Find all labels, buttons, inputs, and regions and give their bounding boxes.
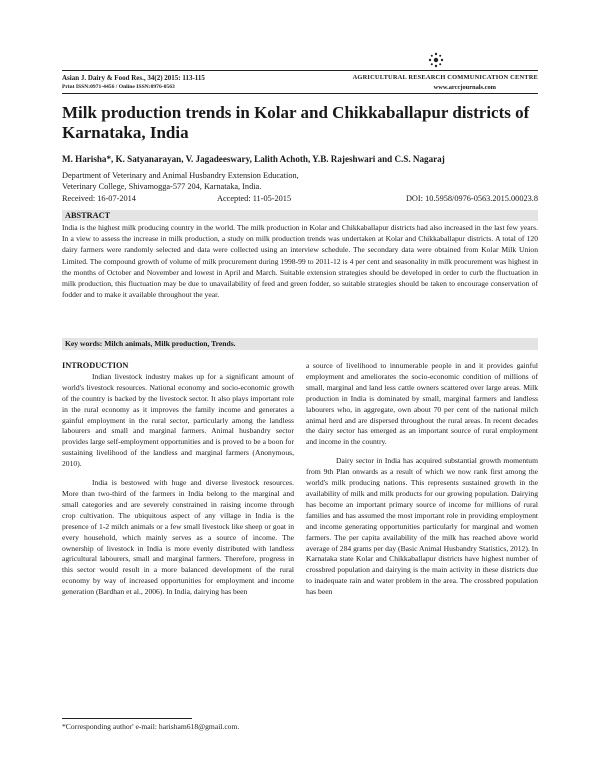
keywords-label: Key words: [65,339,103,348]
section-heading-introduction: INTRODUCTION [62,361,129,370]
article-title: Milk production trends in Kolar and Chikkaballapur districts of Karnataka, India [62,103,530,142]
footnote-rule [62,718,192,719]
arcc-logo-icon [428,52,444,68]
journal-issn: Print ISSN:0971-4456 / Online ISSN:0976-0563 [62,84,175,90]
publisher-name: AGRICULTURAL RESEARCH COMMUNICATION CENTRE [352,74,538,81]
affiliation-line: Department of Veterinary and Animal Husbandry Extension Education, [62,171,299,180]
header-top-rule [62,70,538,71]
paragraph: a source of livelihood to innumerable people in and it provides gainful employment and ameliorates the socio-economic condition of millions of small, marginal and land less cattle owners scattered over large areas. Milk production in India is dominated by small, marginal farmers and landless labourers who, in aggregate, own about 70 per cent of the national milch animal herd and are dispersed throughout the rural areas. In recent decades the dairy sector has emerged as an important source of rural employment and income in the country. [306,361,538,447]
right-column [306,361,538,598]
abstract-heading: ABSTRACT [62,210,538,221]
paragraph: India is bestowed with huge and diverse livestock resources. More than two-third of the farmers in India belong to the marginal and small categories and are severely constrained in raising income through crop cultivation. The ubiquitous aspect of any village in India is the presence of 1-2 milch animals or a few small livestock like sheep or goat in every household, which mainly serves as a source of income. The ownership of livestock in India is more evenly distributed with landless agricultural labourers, small and marginal farmers. Therefore, progress in this sector would result in a more balanced development of the rural economy by way of increased opportunities for employment and income generation (Bardhan et al., 2006). In India, dairying has been [62,478,294,597]
keywords-text: Milch animals, Milk production, Trends. [104,339,236,348]
publisher-website: www.arccjournals.com [433,84,496,91]
header-bottom-rule [62,93,538,94]
journal-citation: Asian J. Dairy & Food Res., 34(2) 2015: 113-115 [62,74,205,82]
abstract-text: India is the highest milk producing country in the world. The milk production in Kolar and Chikkaballapur districts had also increased in the last few years. In a view to assess the increase in milk production, a study on milk production trends was undertaken at Kolar and Chikkaballapur districts. A total of 120 dairy farmers were randomly selected and data were collected using an interview schedule. The secondary data were obtained from Kolar Milk Union Limited. The compound growth of volume of milk procurement during 1998-99 to 2011-12 is 4 per cent and seasonality in milk procurement was highest in the months of October and November and lowest in April and March. Suitable extension strategies should be developed in order to curb the fluctuation in milk production, this fluctuation may be due to unavailability of feed and green fodder, so suitable strategies should be taken to encourage conservation of fodder and to make it available throughout the year. [62,223,538,300]
paragraph: Indian livestock industry makes up for a significant amount of world's livestock resources. National economy and socio-economic growth of the country is backed by the livestock sector. It also plays important role in the rural economy as it improves the family income and generates a gainful employment in the rural sector, particularly among the landless labourers and small and marginal farmers. Animal husbandry sector provides large self-employment opportunities and is proved to be a boon for sustaining livelihood of the landless and marginal farmers (Anonymous, 2010). [62,371,294,469]
affiliation [62,170,538,192]
footnote: *Corresponding author' e-mail: harisham618@gmail.com. [62,722,240,731]
paragraph: Dairy sector in India has acquired substantial growth momentum from 9th Plan onwards as a result of which we now rank first among the world's milk producing nations. This represents sustained growth in the availability of milk and milk products for our growing population. Dairying has become an important primary source of income for millions of rural families and has assumed the most important role in providing employment and income generating opportunities particularly for marginal and women farmers. The per capita availability of the milk has reached above world average of 284 grams per day (Basic Animal Husbandry Statistics, 2012). In Karnataka state Kolar and Chikkaballapur districts have highest number of crossbred population and dairying is the main activity in these districts due to inadequate rain and water problem in the area. The crossbred population has been [306,456,538,597]
left-column [62,361,294,598]
affiliation-line: Veterinary College, Shivamogga-577 204, Karnataka, India. [62,182,262,192]
keywords-bar [62,338,538,350]
accepted-date: Accepted: 11-05-2015 [217,194,292,203]
doi: DOI: 10.5958/0976-0563.2015.00023.8 [405,194,538,203]
author-list: M. Harisha*, K. Satyanarayan, V. Jagadeeswary, Lalith Achoth, Y.B. Rajeshwari and C.S. Nagaraj [62,154,445,164]
received-date: Received: 16-07-2014 [62,194,136,203]
